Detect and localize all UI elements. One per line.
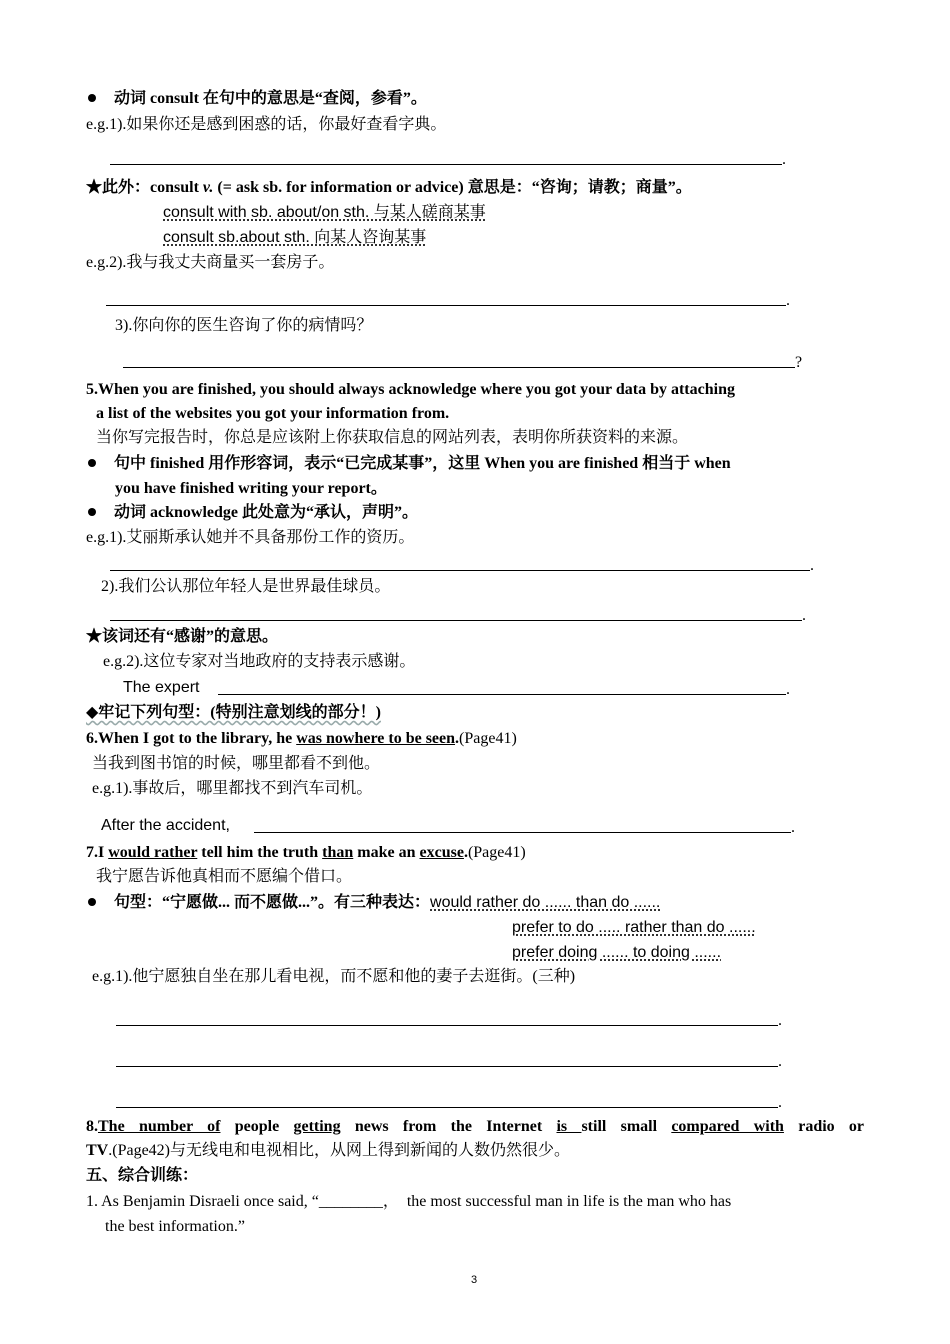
item-5-sentence: 5.When you are finished, you should always acknowledge where you got your data by attaching bbox=[86, 381, 735, 398]
example-line: 2).我们公认那位年轻人是世界最佳球员。 bbox=[101, 578, 391, 595]
item-7-sentence: 7.I would rather tell him the truth than make an excuse.(Page41) bbox=[86, 844, 526, 861]
example-line: e.g.2).这位专家对当地政府的支持表示感谢。 bbox=[103, 653, 416, 670]
blank-end-period: . bbox=[782, 151, 786, 168]
bullet-line-consult-meaning: 动词 consult 在句中的意思是“查阅，参看”。 bbox=[88, 89, 427, 109]
item-5-sentence-cont: a list of the websites you got your information from. bbox=[96, 405, 450, 422]
blank-end-period: . bbox=[791, 819, 795, 836]
exercise-1-cont: the best information.” bbox=[105, 1218, 245, 1235]
item-8-sentence-cont: TV.(Page42)与无线电和电视相比，从网上得到新闻的人数仍然很少。 bbox=[86, 1142, 570, 1159]
blank-end-period: . bbox=[778, 1094, 782, 1111]
answer-blank[interactable] bbox=[123, 367, 795, 368]
bullet-line-would-rather: 句型：“宁愿做... 而不愿做...”。有三种表达：would rather do ...... than do ...... bbox=[88, 893, 660, 913]
blank-end-period: . bbox=[778, 1012, 782, 1029]
bullet-dot-icon bbox=[88, 459, 96, 467]
bullet-line-acknowledge: 动词 acknowledge 此处意为“承认，声明”。 bbox=[88, 503, 418, 523]
prompt-the-expert: The expert bbox=[123, 679, 200, 696]
item-6-translation: 当我到图书馆的时候，哪里都看不到他。 bbox=[92, 755, 381, 772]
item-7-translation: 我宁愿告诉他真相而不愿编个借口。 bbox=[96, 868, 353, 885]
example-line: e.g.1).事故后，哪里都找不到汽车司机。 bbox=[92, 780, 373, 797]
answer-blank[interactable] bbox=[116, 1066, 778, 1067]
answer-blank[interactable] bbox=[110, 620, 802, 621]
bullet-line-finished: 句中 finished 用作形容词，表示“已完成某事”，这里 When you are finished 相当于 when bbox=[88, 454, 731, 474]
bullet-line-finished-cont: you have finished writing your report。 bbox=[115, 480, 387, 497]
example-line: e.g.1).艾丽斯承认她并不具备那份工作的资历。 bbox=[86, 529, 415, 546]
bullet-dot-icon bbox=[88, 94, 96, 102]
item-6-sentence: 6.When I got to the library, he was nowhere to be seen.(Page41) bbox=[86, 730, 517, 747]
bullet-dot-icon bbox=[88, 508, 96, 516]
example-line: e.g.1).如果你还是感到困惑的话，你最好查看字典。 bbox=[86, 116, 447, 133]
answer-blank[interactable] bbox=[110, 570, 810, 571]
blank-end-period: . bbox=[786, 681, 790, 698]
blank-end-period: . bbox=[778, 1053, 782, 1070]
note-acknowledge-thanks: ★该词还有“感谢”的意思。 bbox=[86, 628, 279, 645]
example-line: e.g.2).我与我丈夫商量买一套房子。 bbox=[86, 254, 335, 271]
section-heading-patterns: ◆牢记下列句型：(特别注意划线的部分！) bbox=[86, 704, 381, 721]
blank-end-question: ? bbox=[795, 354, 803, 371]
page-number: 3 bbox=[471, 1274, 478, 1286]
prompt-after-accident: After the accident, bbox=[101, 817, 230, 834]
phrase-consult-about: consult sb.about sth. 向某人咨询某事 bbox=[163, 229, 427, 246]
pattern-prefer-to-do: prefer to do ..... rather than do ...... bbox=[512, 919, 756, 936]
note-consult-extra: ★此外：consult v. (= ask sb. for information or advice) 意思是：“咨询；请教；商量”。 bbox=[86, 179, 692, 196]
answer-blank[interactable] bbox=[106, 305, 786, 306]
exercise-1: 1. As Benjamin Disraeli once said, “________， the most successful man in life is the man who has bbox=[86, 1193, 732, 1210]
section-heading-exercises: 五、综合训练： bbox=[86, 1167, 199, 1184]
answer-blank[interactable] bbox=[254, 832, 791, 833]
answer-blank[interactable] bbox=[110, 164, 782, 165]
phrase-consult-with: consult with sb. about/on sth. 与某人磋商某事 bbox=[163, 204, 486, 221]
answer-blank[interactable] bbox=[116, 1107, 778, 1108]
item-8-sentence: 8.The number of people getting news from the Internet is still small compared with radio or bbox=[86, 1118, 865, 1135]
answer-blank[interactable] bbox=[218, 694, 786, 695]
blank-end-period: . bbox=[802, 607, 806, 624]
item-5-translation: 当你写完报告时，你总是应该附上你获取信息的网站列表，表明你所获资料的来源。 bbox=[96, 429, 689, 446]
pattern-prefer-doing: prefer doing ...... to doing ...... bbox=[512, 944, 722, 961]
blank-end-period: . bbox=[786, 292, 790, 309]
bullet-dot-icon bbox=[88, 898, 96, 906]
example-line: e.g.1).他宁愿独自坐在那儿看电视，而不愿和他的妻子去逛街。(三种) bbox=[92, 968, 576, 985]
blank-end-period: . bbox=[810, 557, 814, 574]
example-line: 3).你向你的医生咨询了你的病情吗？ bbox=[115, 317, 373, 334]
answer-blank[interactable] bbox=[116, 1025, 778, 1026]
